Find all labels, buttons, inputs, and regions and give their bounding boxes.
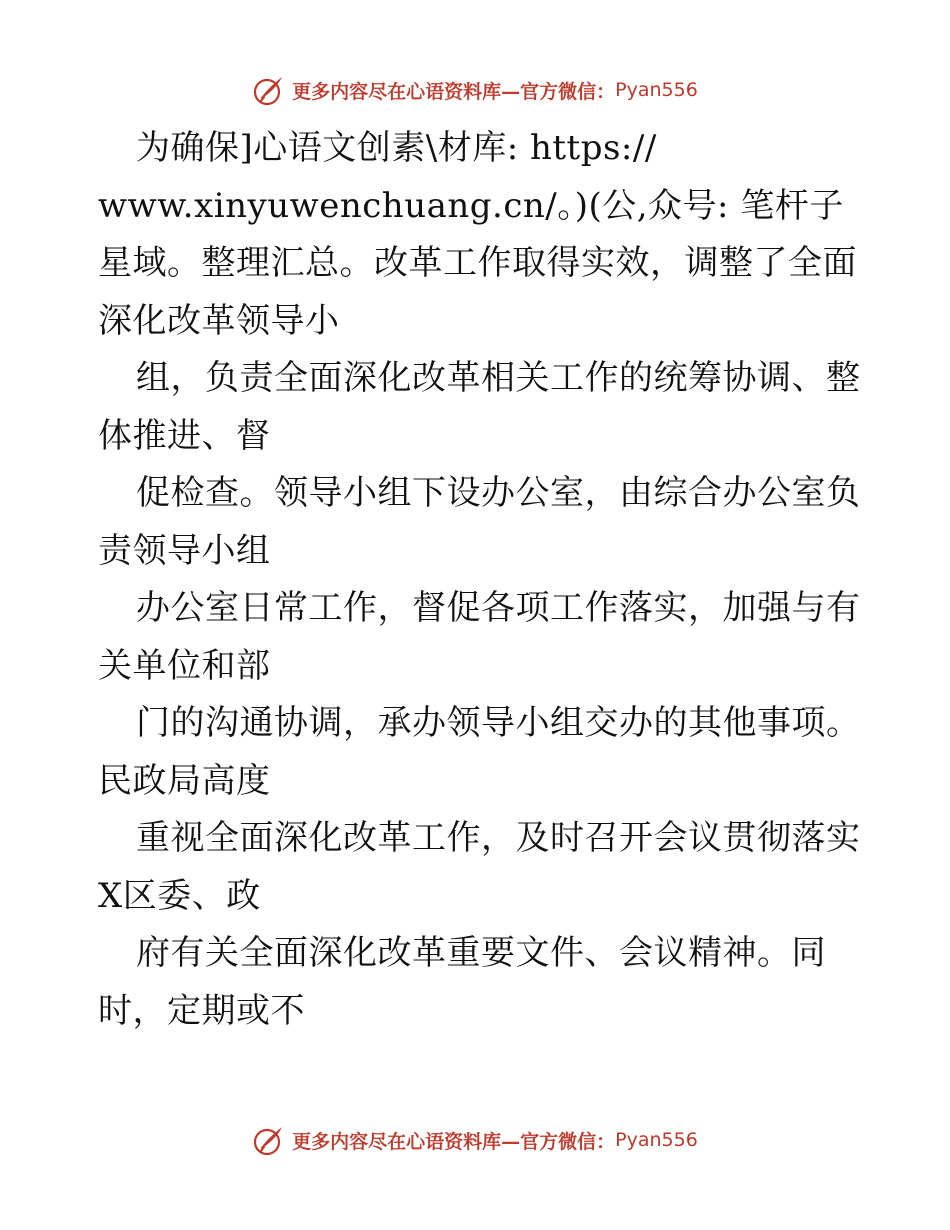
text-line: 促检查。领导小组下设办公室，由综合办公室负 <box>136 473 861 513</box>
text-line: 为确保]心语文创素\材库: https:// <box>136 128 657 168</box>
text-line: www.xinyuwenchuang.cn/。)(公,众号: 笔杆子 <box>98 185 844 226</box>
banner-text: 更多内容尽在心语资料库—官方微信： <box>292 1130 616 1153</box>
text-line: 民政局高度 <box>98 760 271 801</box>
quill-pen-logo-icon <box>252 73 286 107</box>
banner-contact: Pyan556 <box>615 1129 698 1151</box>
quill-pen-logo-icon <box>252 1123 286 1157</box>
text-line: 责领导小组 <box>98 530 271 571</box>
text-line: 关单位和部 <box>98 645 271 686</box>
header-banner <box>0 70 950 110</box>
text-line: 门的沟通协调，承办领导小组交办的其他事项。 <box>136 703 861 743</box>
footer-banner <box>0 1120 950 1160</box>
text-line: 重视全面深化改革工作，及时召开会议贯彻落实 <box>136 818 861 858</box>
banner-contact: Pyan556 <box>615 79 698 101</box>
document-body <box>98 120 861 1040</box>
text-line: X区委、政 <box>98 875 261 916</box>
text-line: 组，负责全面深化改革相关工作的统筹协调、整 <box>136 358 861 398</box>
text-line: 深化改革领导小 <box>98 300 340 341</box>
text-line: 时，定期或不 <box>98 990 305 1031</box>
text-line: 星域。整理汇总。改革工作取得实效，调整了全面 <box>98 243 857 283</box>
text-line: 办公室日常工作，督促各项工作落实，加强与有 <box>136 588 861 628</box>
banner-text: 更多内容尽在心语资料库—官方微信： <box>292 80 616 103</box>
text-line: 体推进、督 <box>98 415 271 456</box>
text-line: 府有关全面深化改革重要文件、会议精神。同 <box>136 933 826 973</box>
